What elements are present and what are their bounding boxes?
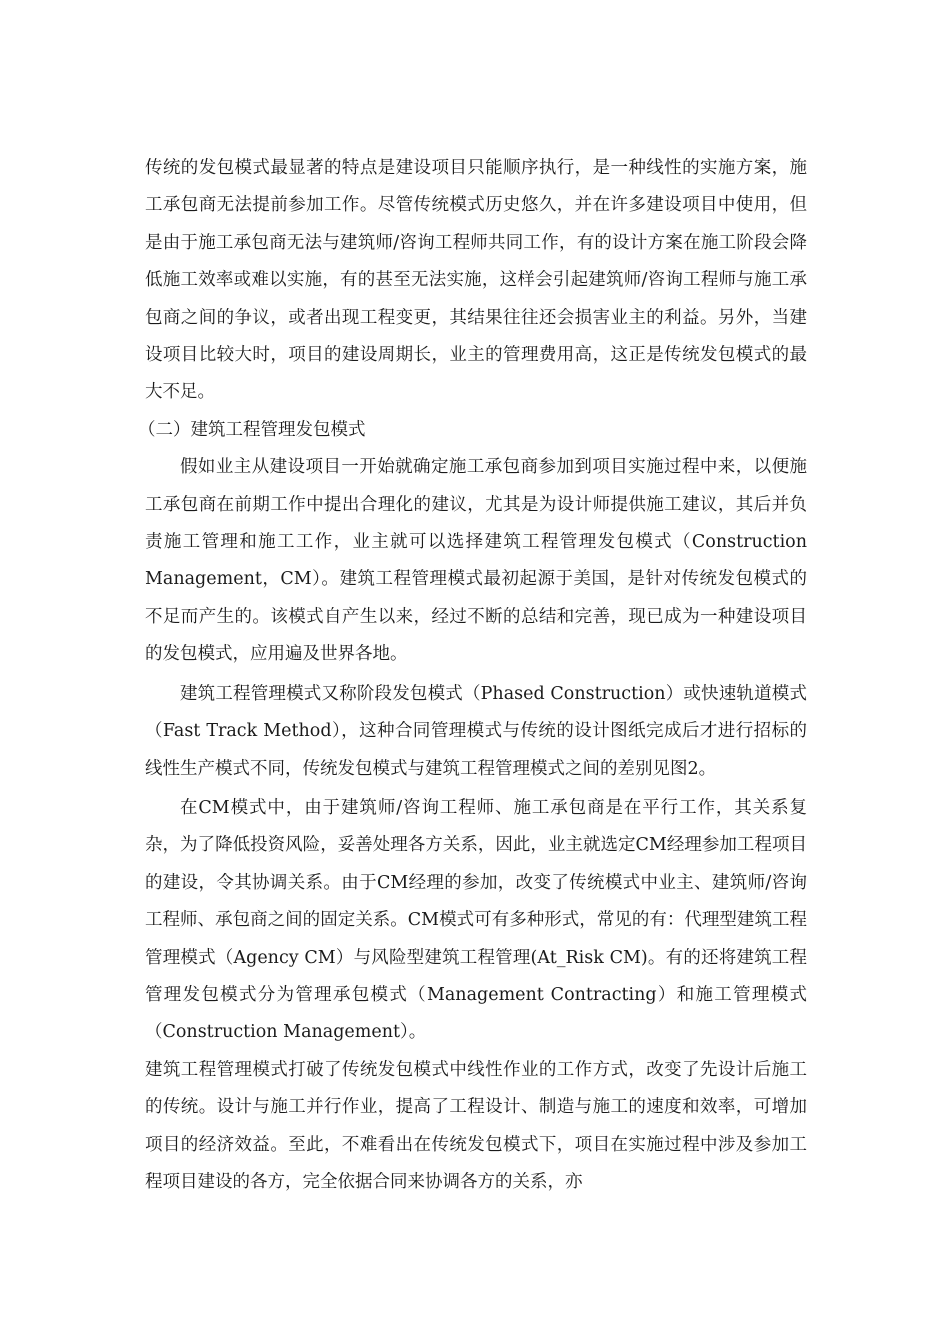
section-heading-cm: （二）建筑工程管理发包模式 bbox=[138, 419, 366, 440]
paragraph-phased-construction: 建筑工程管理模式又称阶段发包模式（Phased Construction）或快速轨道模式（Fast Track Method），这种合同管理模式与传统的设计图纸完成后才进行招标的线性生产模式不同，传统发包模式与建筑工程管理模式之间的差别见图2。 bbox=[145, 683, 807, 779]
paragraph-cm-forms: 在CM模式中，由于建筑师/咨询工程师、施工承包商是在平行工作，其关系复杂，为了降低投资风险，妥善处理各方关系，因此，业主就选定CM经理参加工程项目的建设，令其协调关系。由于CM经理的参加，改变了传统模式中业主、建筑师/咨询工程师、承包商之间的固定关系。CM模式可有多种形式，常见的有：代理型建筑工程管理模式（Agency CM）与风险型建筑工程管理(At_Risk CM)。有的还将建筑工程管理发包模式分为管理承包模式（Management Contracting）和施工管理模式（Construction Management）。 bbox=[145, 797, 807, 1043]
document-body bbox=[138, 150, 807, 1201]
paragraph-traditional-mode: 传统的发包模式最显著的特点是建设项目只能顺序执行，是一种线性的实施方案，施工承包商无法提前参加工作。尽管传统模式历史悠久，并在许多建设项目中使用，但是由于施工承包商无法与建筑师/咨询工程师共同工作，有的设计方案在施工阶段会降低施工效率或难以实施，有的甚至无法实施，这样会引起建筑师/咨询工程师与施工承包商之间的争议，或者出现工程变更，其结果往往还会损害业主的利益。另外，当建设项目比较大时，项目的建设周期长，业主的管理费用高，这正是传统发包模式的最大不足。 bbox=[145, 158, 807, 403]
paragraph-cm-benefits: 建筑工程管理模式打破了传统发包模式中线性作业的工作方式，改变了先设计后施工的传统。设计与施工并行作业，提高了工程设计、制造与施工的速度和效率，可增加项目的经济效益。至此，不难看出在传统发包模式下，项目在实施过程中涉及参加工程项目建设的各方，完全依据合同来协调各方的关系，亦 bbox=[145, 1059, 807, 1192]
paragraph-cm-intro: 假如业主从建设项目一开始就确定施工承包商参加到项目实施过程中来，以便施工承包商在前期工作中提出合理化的建议，尤其是为设计师提供施工建议，其后并负责施工管理和施工工作，业主就可以选择建筑工程管理发包模式（Construction Management，CM）。建筑工程管理模式最初起源于美国，是针对传统发包模式的不足而产生的。该模式自产生以来，经过不断的总结和完善，现已成为一种建设项目的发包模式，应用遍及世界各地。 bbox=[145, 457, 807, 665]
